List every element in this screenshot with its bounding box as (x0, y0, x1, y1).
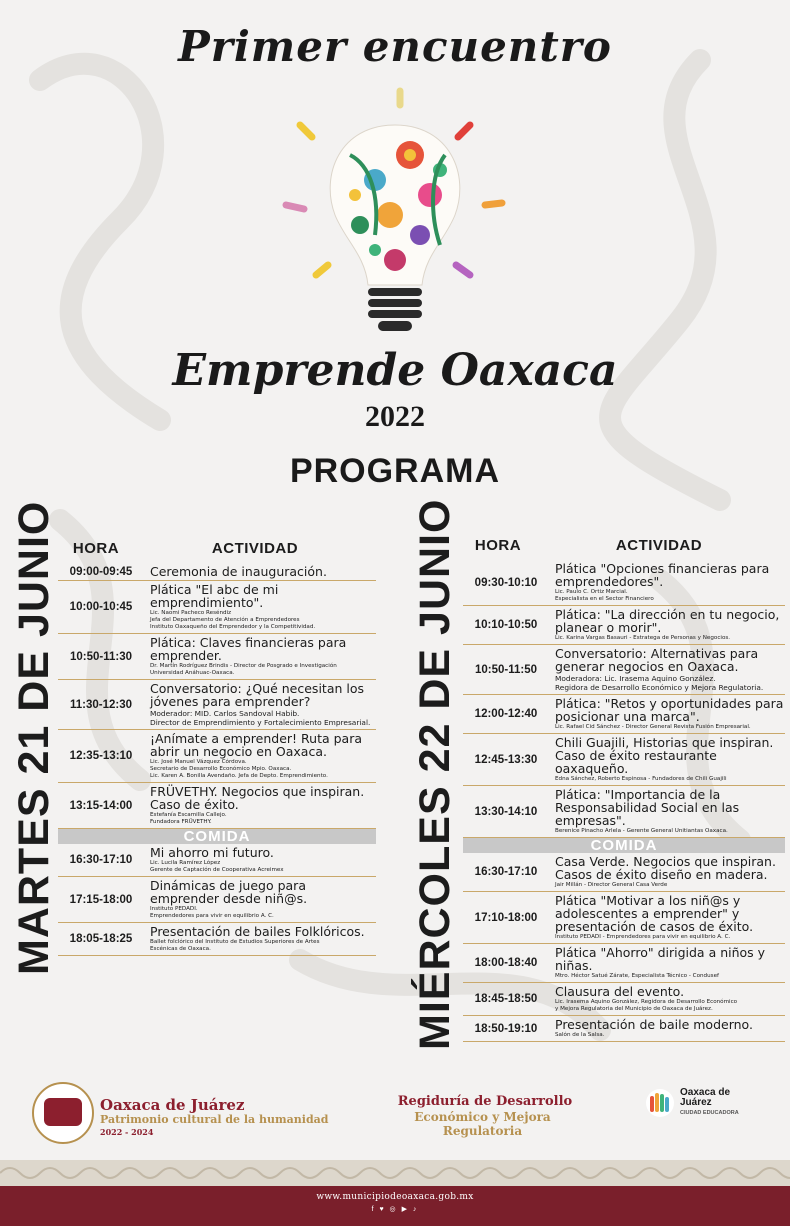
schedule-time: 13:15-14:00 (69, 799, 133, 812)
activity-speaker: Mtro. Héctor Satué Zárate, Especialista Técnico - Condusef (555, 973, 719, 979)
activity-title: Conversatorio: ¿Qué necesitan los jóvenes para emprender? (150, 681, 365, 709)
schedule-row (463, 983, 785, 1016)
activity-speaker: Jair Millán - Director General Casa Verde (555, 882, 668, 888)
footer-bar (0, 1186, 790, 1226)
activity-title: Presentación de bailes Folklóricos. (150, 924, 365, 939)
activity-title: Plática "El abc de mi emprendimiento". (150, 582, 279, 610)
schedule-time: 10:00-10:45 (69, 601, 133, 613)
schedule-activity (549, 983, 785, 1015)
activity-speaker: Lic. Rafael Cid Sánchez - Director General Revista Fusión Empresarial. (555, 724, 751, 730)
ciudad-educadora-name: Oaxaca de Juárez (680, 1087, 731, 1108)
day1-rows (58, 563, 376, 956)
activity-title: Dinámicas de juego para emprender desde niñ@s. (150, 878, 308, 906)
activity-speaker: Lic. Naomi Pacheco Reséndiz Jefa del Departamento de Atención a Emprendedores Instituto Oaxaqueño del Emprendedor y la Competitividad. (150, 610, 316, 630)
column-header-time: HORA (72, 540, 120, 557)
lunch-break-band: COMIDA (58, 829, 376, 844)
schedule-activity (549, 560, 785, 605)
column-header-activity: ACTIVIDAD (615, 537, 703, 554)
schedule-time: 18:05-18:25 (69, 933, 133, 945)
schedule-activity (549, 645, 785, 694)
activity-title: Plática: "Retos y oportunidades para posicionar una marca". (555, 696, 784, 724)
schedule-row (463, 786, 785, 838)
schedule-activity (549, 944, 785, 982)
event-subtitle: Primer encuentro (178, 22, 612, 71)
program-heading: PROGRAMA (289, 452, 501, 490)
column-header-activity: ACTIVIDAD (211, 540, 299, 557)
activity-speaker: Berenice Pinacho Arlela - Gerente General Unitiantas Oaxaca. (555, 828, 728, 834)
schedule-activity (144, 563, 376, 580)
schedule-row (58, 634, 376, 680)
schedule-activity (144, 680, 376, 729)
activity-speaker: Lic. Irasema Aquino González, Regidora de Desarrollo Económico y Mejora Regulatoria del Municipio de Oaxaca de Juárez. (555, 999, 738, 1012)
schedule-row (463, 944, 785, 983)
schedule-time: 17:10-18:00 (474, 911, 538, 924)
activity-speaker: Lic. José Manuel Vázquez Córdova. Secretario de Desarrollo Económico Mpio. Oaxaca. Lic. Karen A. Bonilla Avendaño. Jefa de Depto. Emprendimiento. (150, 759, 328, 779)
schedule-time: 18:00-18:40 (474, 957, 538, 969)
schedule-time: 16:30-17:10 (69, 854, 133, 866)
regiduria-title-line2: Económico y Mejora Regulatoria (414, 1110, 551, 1138)
schedule-row (58, 730, 376, 783)
day2-schedule-table (463, 537, 785, 1042)
website-link[interactable]: www.municipiodeoaxaca.gob.mx (316, 1192, 474, 1202)
activity-moderator: Moderador: MID. Carlos Sandoval Habib. Director de Emprendimiento y Fortalecimiento Empresarial. (150, 709, 371, 727)
schedule-time: 12:45-13:30 (474, 753, 538, 766)
activity-title: Plática "Motivar a los niñ@s y adolescentes a emprender" y presentación de casos de éxito. (555, 893, 754, 934)
schedule-activity (144, 877, 376, 922)
ciudad-educadora-tagline: CIUDAD EDUCADORA (680, 1110, 739, 1116)
administration-years: 2022 - 2024 (100, 1127, 154, 1137)
schedule-activity (549, 695, 785, 733)
schedule-activity (144, 634, 376, 679)
activity-title: Plática: "Importancia de la Responsabilidad Social en las empresas". (555, 787, 740, 828)
schedule-activity (144, 730, 376, 782)
city-heritage-tagline: Patrimonio cultural de la humanidad (100, 1113, 329, 1126)
schedule-activity (549, 892, 785, 943)
day2-rows (463, 560, 785, 1042)
schedule-row (463, 853, 785, 892)
event-year: 2022 (365, 400, 425, 433)
schedule-time: 17:15-18:00 (69, 893, 133, 906)
day2-label: MIÉRCOLES 22 DE JUNIO (411, 498, 459, 1050)
activity-speaker: Lic. Karina Vargas Basauri - Estratega de Personas y Negocios. (555, 635, 731, 641)
activity-speaker: Lic. Lucila Ramírez López Gerente de Captación de Cooperativa Acreimex (150, 860, 284, 873)
schedule-row (58, 923, 376, 956)
schedule-row (58, 563, 376, 581)
schedule-activity (144, 923, 376, 955)
schedule-time: 11:30-12:30 (69, 698, 133, 711)
schedule-row (463, 892, 785, 944)
schedule-activity (549, 606, 785, 644)
ciudad-educadora-hands-icon (645, 1088, 675, 1118)
schedule-row (463, 1016, 785, 1042)
day1-schedule-table (58, 540, 376, 956)
activity-title: Plática: Claves financieras para emprender. (150, 635, 347, 663)
schedule-row (58, 680, 376, 730)
activity-title: Mi ahorro mi futuro. (150, 845, 274, 860)
activity-title: Plática: "La dirección en tu negocio, planear o morir". (555, 607, 780, 635)
activity-speaker: Ballet folclórico del Instituto de Estudios Superiores de Artes Escénicas de Oaxaca. (150, 939, 320, 952)
schedule-activity (144, 581, 376, 633)
regiduria-title-line1: Regiduría de Desarrollo (397, 1094, 573, 1109)
city-seal-logo (32, 1082, 94, 1144)
schedule-activity (144, 844, 376, 876)
schedule-time: 12:35-13:10 (69, 750, 133, 762)
activity-moderator: Moderadora: Lic. Irasema Aquino González. Regidora de Desarrollo Económico y Mejora Regulatoria. (555, 674, 764, 692)
activity-title: Casa Verde. Negocios que inspiran. Casos de éxito diseño en madera. (555, 854, 776, 882)
schedule-row (58, 581, 376, 634)
schedule-row (463, 695, 785, 734)
activity-speaker: Instituto PEDADI. Emprendedores para vivir en equilibrio A. C. (150, 906, 274, 919)
activity-title: Clausura del evento. (555, 984, 685, 999)
schedule-time: 18:45-18:50 (474, 993, 538, 1005)
city-name: Oaxaca de Juárez (100, 1096, 245, 1114)
schedule-time: 13:30-14:10 (474, 805, 538, 818)
event-title: Emprende Oaxaca (172, 345, 618, 396)
schedule-row (58, 877, 376, 923)
activity-title: Ceremonia de inauguración. (150, 564, 327, 579)
activity-title: Chili Guajili, Historias que inspiran. Caso de éxito restaurante oaxaqueño. (555, 735, 774, 776)
schedule-time: 16:30-17:10 (474, 866, 538, 878)
day1-label: MARTES 21 DE JUNIO (10, 500, 58, 975)
schedule-time: 10:50-11:30 (69, 650, 133, 663)
schedule-activity (549, 786, 785, 837)
schedule-activity (549, 1016, 785, 1041)
schedule-row (463, 734, 785, 786)
activity-speaker: Dr. Martín Rodríguez Brindis - Director de Posgrado e Investigación Universidad Anáhuac-Oaxaca. (150, 663, 337, 676)
decorative-pattern-band (0, 1160, 790, 1186)
table-header (463, 537, 785, 554)
activity-title: Plática "Ahorro" dirigida a niños y niñas. (555, 945, 766, 973)
schedule-time: 12:00-12:40 (474, 708, 538, 720)
schedule-time: 18:50-19:10 (474, 1022, 538, 1035)
schedule-row (58, 783, 376, 829)
activity-title: Presentación de baile moderno. (555, 1017, 753, 1032)
floral-lightbulb-icon (280, 85, 510, 345)
schedule-time: 10:50-11:50 (474, 663, 538, 676)
activity-title: Plática "Opciones financieras para emprendedores". (555, 561, 770, 589)
schedule-time: 10:10-10:50 (474, 619, 538, 631)
schedule-row (463, 560, 785, 606)
schedule-row (463, 606, 785, 645)
social-icons[interactable]: f ♥ ◎ ▶ ♪ (371, 1206, 419, 1213)
activity-speaker: Salón de la Salsa. (555, 1032, 605, 1038)
activity-title: FRÜVETHY. Negocios que inspiran. Caso de éxito. (150, 784, 365, 812)
activity-title: Conversatorio: Alternativas para generar negocios en Oaxaca. (555, 646, 759, 674)
schedule-activity (144, 783, 376, 828)
footer-logos (0, 1082, 790, 1157)
activity-title: ¡Anímate a emprender! Ruta para abrir un negocio en Oaxaca. (150, 731, 362, 759)
lunch-break-band: COMIDA (463, 838, 785, 853)
schedule-row (58, 844, 376, 877)
schedule-activity (549, 734, 785, 785)
activity-speaker: Estefanía Escamilla Callejo. Fundadora FRÜVETHY. (150, 812, 227, 825)
activity-speaker: Lic. Paulo C. Ortiz Marcial. Especialista en el Sector Financiero (555, 589, 654, 602)
activity-speaker: Edna Sánchez, Roberto Espinosa - Fundadores de Chili Guajili (555, 776, 727, 782)
schedule-activity (549, 853, 785, 891)
activity-speaker: Instituto PEDADI - Emprendedores para vivir en equilibrio A. C. (555, 934, 731, 940)
table-header (58, 540, 376, 557)
schedule-time: 09:30-10:10 (474, 576, 538, 589)
schedule-time: 09:00-09:45 (69, 565, 133, 578)
schedule-row (463, 645, 785, 695)
column-header-time: HORA (474, 537, 522, 554)
